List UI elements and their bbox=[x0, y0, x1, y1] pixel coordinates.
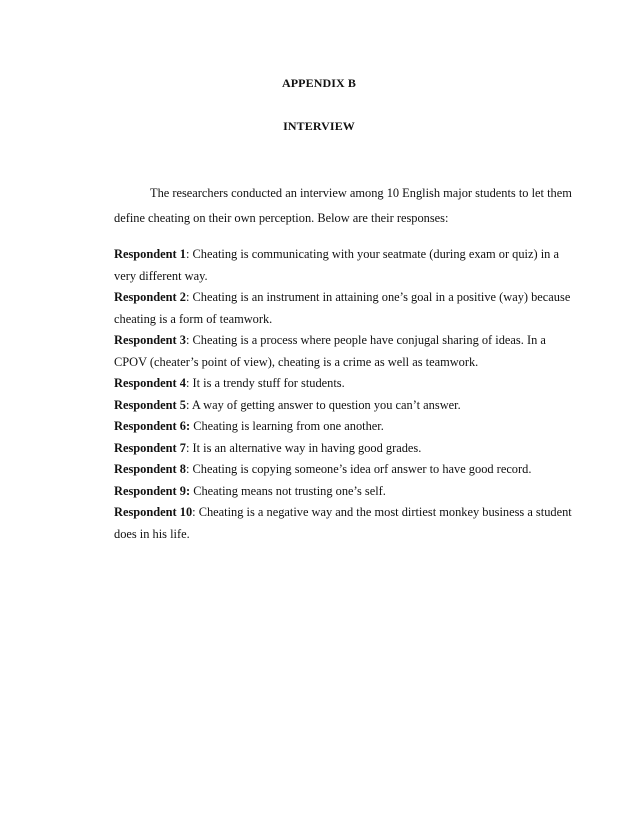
respondent-label: Respondent 2 bbox=[114, 290, 186, 304]
respondent-text: It is an alternative way in having good grades. bbox=[192, 440, 422, 455]
respondent-text: Cheating is learning from one another. bbox=[193, 419, 384, 433]
response-item bbox=[114, 373, 574, 395]
responses-list bbox=[114, 244, 574, 545]
respondent-separator: : bbox=[185, 462, 193, 476]
intro-text: The researchers conducted an interview among 10 English major students to let them define cheating on their own perception. Below are their responses: bbox=[114, 186, 572, 225]
respondent-text: Cheating is a process where people have conjugal sharing of ideas. In a CPOV (cheater’s point of view), cheating is a crime as well as teamwork. bbox=[114, 333, 546, 369]
respondent-label: Respondent 1 bbox=[114, 247, 186, 261]
respondent-label: Respondent 7 bbox=[114, 440, 186, 455]
respondent-text: It is a trendy stuff for students. bbox=[192, 376, 345, 390]
response-item bbox=[114, 395, 574, 417]
response-item bbox=[114, 502, 574, 545]
respondent-text: Cheating is an instrument in attaining one’s goal in a positive (way) because cheating is a form of teamwork. bbox=[114, 290, 571, 326]
respondent-separator: : bbox=[185, 333, 193, 347]
respondent-separator: : bbox=[185, 290, 193, 304]
intro-paragraph bbox=[114, 181, 574, 231]
respondent-label: Respondent 9: bbox=[114, 483, 191, 498]
respondent-label: Respondent 6: bbox=[114, 419, 191, 433]
response-item bbox=[114, 481, 574, 503]
respondent-separator: : bbox=[185, 440, 193, 455]
respondent-text: Cheating is a negative way and the most dirtiest monkey business a student does in his life. bbox=[114, 505, 572, 541]
respondent-label: Respondent 8 bbox=[114, 462, 186, 476]
respondent-label: Respondent 4 bbox=[114, 376, 186, 390]
response-item bbox=[114, 330, 574, 373]
respondent-text: Cheating is copying someone’s idea orf answer to have good record. bbox=[192, 462, 532, 476]
respondent-text: Cheating means not trusting one’s self. bbox=[193, 483, 386, 498]
respondent-text: Cheating is communicating with your seatmate (during exam or quiz) in a very different way. bbox=[114, 247, 559, 283]
response-item bbox=[114, 287, 574, 330]
section-heading: INTERVIEW bbox=[283, 119, 355, 133]
respondent-label: Respondent 5 bbox=[114, 397, 186, 412]
respondent-label: Respondent 3 bbox=[114, 333, 186, 347]
response-item bbox=[114, 416, 574, 438]
response-item bbox=[114, 459, 574, 481]
respondent-separator: : bbox=[185, 397, 192, 412]
respondent-separator: : bbox=[192, 505, 199, 519]
respondent-separator: : bbox=[185, 376, 193, 390]
response-item bbox=[114, 244, 574, 287]
respondent-separator: : bbox=[185, 247, 193, 261]
response-item bbox=[114, 438, 574, 460]
respondent-text: A way of getting answer to question you can’t answer. bbox=[191, 397, 461, 412]
appendix-heading: APPENDIX B bbox=[281, 76, 356, 90]
respondent-label: Respondent 10 bbox=[114, 505, 193, 519]
